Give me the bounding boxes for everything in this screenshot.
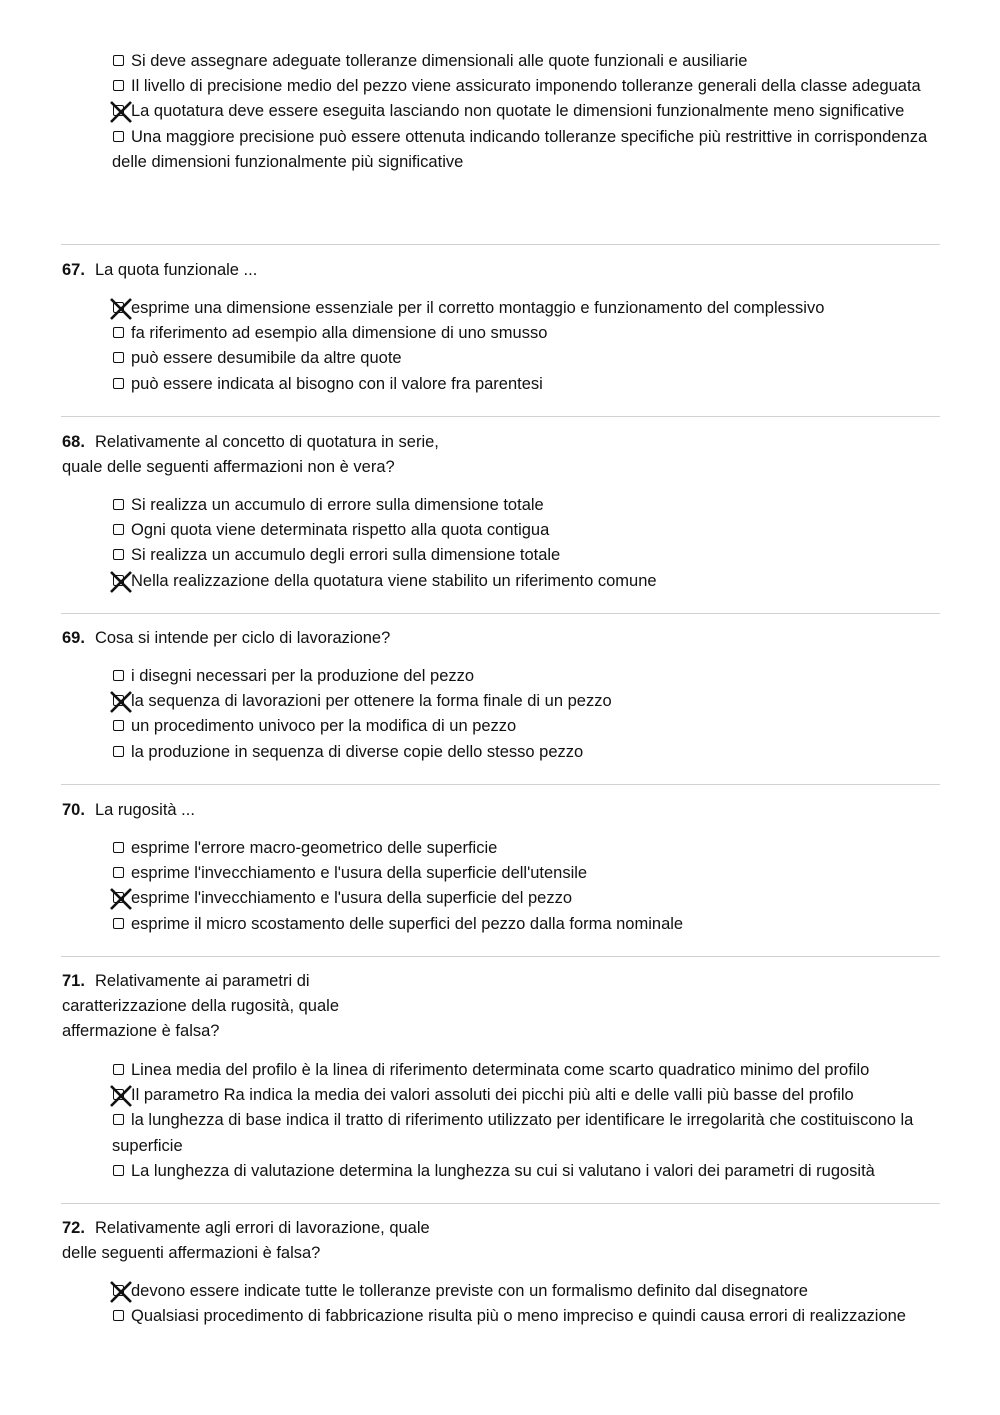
option[interactable]: Si deve assegnare adeguate tolleranze dimensionali alle quote funzionali e ausiliarie bbox=[112, 49, 942, 74]
option[interactable]: Linea media del profilo è la linea di riferimento determinata come scarto quadratico minimo del profilo bbox=[112, 1058, 942, 1083]
question-text: delle seguenti affermazioni è falsa? bbox=[62, 1244, 321, 1262]
option[interactable] bbox=[112, 1083, 942, 1108]
option[interactable]: Qualsiasi procedimento di fabbricazione risulta più o meno impreciso e quindi causa errori di realizzazione bbox=[112, 1304, 942, 1329]
option[interactable]: può essere indicata al bisogno con il valore fra parentesi bbox=[112, 372, 942, 397]
option[interactable]: Si realizza un accumulo di errore sulla dimensione totale bbox=[112, 493, 942, 518]
divider bbox=[61, 784, 940, 785]
question-text: Relativamente ai parametri di bbox=[94, 972, 310, 990]
option[interactable]: esprime l'errore macro-geometrico delle superficie bbox=[112, 836, 942, 861]
option[interactable]: esprime l'invecchiamento e l'usura della superficie dell'utensile bbox=[112, 861, 942, 886]
option[interactable] bbox=[112, 296, 942, 321]
question-text: quale delle seguenti affermazioni non è vera? bbox=[62, 458, 395, 476]
divider bbox=[61, 244, 940, 245]
option[interactable]: La lunghezza di valutazione determina la lunghezza su cui si valutano i valori dei parametri di rugosità bbox=[112, 1159, 942, 1184]
option[interactable] bbox=[112, 569, 942, 594]
option[interactable]: esprime il micro scostamento delle superfici del pezzo dalla forma nominale bbox=[112, 912, 942, 937]
option-list bbox=[112, 49, 942, 175]
question-number: 68. bbox=[62, 433, 85, 451]
option[interactable] bbox=[112, 1279, 942, 1304]
question-68 bbox=[62, 430, 582, 480]
option[interactable] bbox=[112, 886, 942, 911]
question-text: Relativamente al concetto di quotatura in serie, bbox=[94, 433, 439, 451]
option[interactable] bbox=[112, 689, 942, 714]
option-text: Il parametro Ra indica la media dei valori assoluti dei picchi più alti e delle valli più basse del profilo bbox=[131, 1086, 854, 1105]
question-number: 70. bbox=[62, 801, 85, 819]
option-text: esprime una dimensione essenziale per il corretto montaggio e funzionamento del complessivo bbox=[131, 299, 825, 317]
question-number: 69. bbox=[62, 629, 85, 647]
question-67 bbox=[62, 258, 582, 283]
check-mark-icon bbox=[108, 1279, 134, 1305]
option-list bbox=[112, 1279, 942, 1329]
question-text: Relativamente agli errori di lavorazione, quale bbox=[94, 1219, 430, 1237]
question-number: 71. bbox=[62, 972, 85, 990]
check-mark-icon bbox=[108, 886, 134, 912]
question-72 bbox=[62, 1216, 582, 1266]
question-number: 72. bbox=[62, 1219, 85, 1237]
check-mark-icon bbox=[108, 296, 134, 322]
option-text: la sequenza di lavorazioni per ottenere la forma finale di un pezzo bbox=[131, 692, 612, 711]
check-mark-icon bbox=[108, 1083, 134, 1109]
divider bbox=[61, 613, 940, 614]
option-list bbox=[112, 836, 942, 937]
divider bbox=[61, 416, 940, 417]
option[interactable]: Il livello di precisione medio del pezzo viene assicurato imponendo tolleranze generali della classe adeguata bbox=[112, 74, 942, 99]
option[interactable]: fa riferimento ad esempio alla dimensione di uno smusso bbox=[112, 321, 942, 346]
option[interactable]: Una maggiore precisione può essere ottenuta indicando tolleranze specifiche più restrittive in corrispondenza delle dimensioni funzionalmente più significative bbox=[112, 125, 942, 175]
question-text: affermazione è falsa? bbox=[62, 1022, 220, 1040]
question-number: 67. bbox=[62, 261, 85, 279]
check-mark-icon bbox=[108, 99, 134, 125]
question-text: Cosa si intende per ciclo di lavorazione? bbox=[94, 629, 391, 647]
option-list bbox=[112, 664, 942, 765]
check-mark-icon bbox=[108, 689, 134, 715]
question-69 bbox=[62, 626, 582, 651]
option-text: devono essere indicate tutte le tolleranze previste con un formalismo definito dal disegnatore bbox=[131, 1282, 808, 1300]
option-list bbox=[112, 1058, 942, 1184]
question-text: caratterizzazione della rugosità, quale bbox=[62, 997, 339, 1015]
option[interactable] bbox=[112, 99, 942, 124]
option[interactable]: un procedimento univoco per la modifica di un pezzo bbox=[112, 714, 942, 739]
option-text: Nella realizzazione della quotatura viene stabilito un riferimento comune bbox=[131, 571, 657, 590]
question-text: La rugosità ... bbox=[94, 801, 195, 819]
option-text: esprime l'invecchiamento e l'usura della superficie del pezzo bbox=[131, 889, 573, 908]
option-list bbox=[112, 296, 942, 397]
option-text: La quotatura deve essere eseguita lasciando non quotate le dimensioni funzionalmente meno significative bbox=[131, 102, 905, 121]
question-70 bbox=[62, 798, 582, 823]
option[interactable]: i disegni necessari per la produzione del pezzo bbox=[112, 664, 942, 689]
question-text: La quota funzionale ... bbox=[94, 261, 258, 279]
divider bbox=[61, 956, 940, 957]
divider bbox=[61, 1203, 940, 1204]
question-71 bbox=[62, 969, 582, 1044]
option[interactable]: Si realizza un accumulo degli errori sulla dimensione totale bbox=[112, 543, 942, 568]
check-mark-icon bbox=[108, 569, 134, 595]
option[interactable]: la produzione in sequenza di diverse copie dello stesso pezzo bbox=[112, 740, 942, 765]
option[interactable]: Ogni quota viene determinata rispetto alla quota contigua bbox=[112, 518, 942, 543]
option[interactable]: può essere desumibile da altre quote bbox=[112, 346, 942, 371]
option-list bbox=[112, 493, 942, 594]
option[interactable]: la lunghezza di base indica il tratto di riferimento utilizzato per identificare le irregolarità che costituiscono la superficie bbox=[112, 1108, 942, 1158]
